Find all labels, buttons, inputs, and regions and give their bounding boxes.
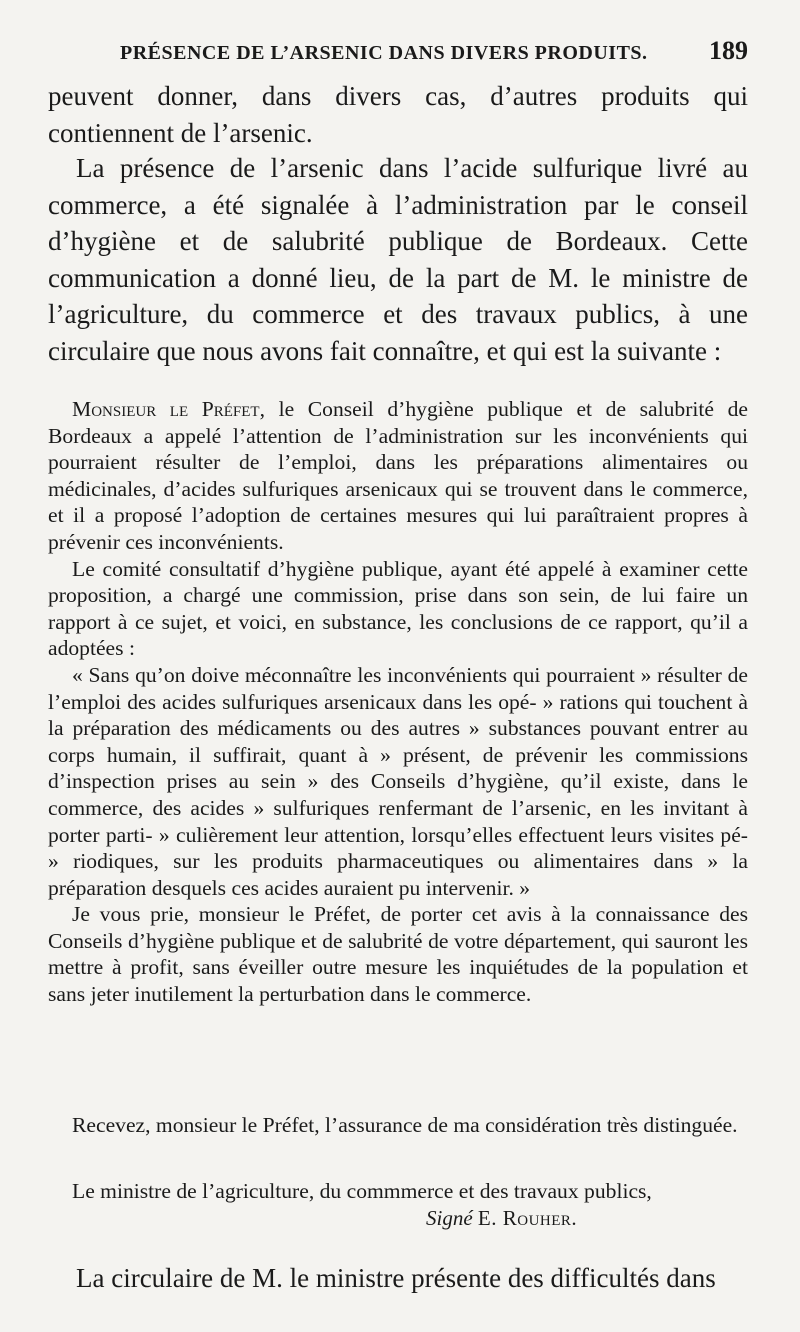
letter-closing bbox=[48, 1112, 748, 1139]
paragraph-text: La présence de l’arsenic dans l’acide sulfurique livré au commerce, a été signalée à l’administration par le conseil d’hygiène et de salubrité publique de Bordeaux. Cette communication a donné lieu, de la part de M. le ministre de l’agriculture, du commerce et des travaux publics, à une circulaire que nous avons fait connaître, et qui est la suivante : bbox=[48, 153, 748, 366]
letter-paragraph-2: Le comité consultatif d’hygiène publique, ayant été appelé à examiner cette proposition, a chargé une commission, prise dans son sein, de lui faire un rapport à ce sujet, et voici, en substance, les conclusions de ce rapport, qu’il a adoptées : bbox=[48, 556, 748, 661]
running-head bbox=[48, 36, 748, 68]
signature-name: E. Rouher. bbox=[477, 1206, 578, 1230]
running-title: PRÉSENCE DE L’ARSENIC DANS DIVERS PRODUITS. bbox=[120, 42, 648, 64]
page-number: 189 bbox=[709, 36, 748, 65]
letter-paragraph-1-text: le Conseil d’hygiène publique et de salubrité de Bordeaux a appelé l’attention de l’administration sur les inconvénients qui pourraient résulter de l’emploi, dans les préparations alimentaires ou médicinales, d’acides sulfuriques arsenicaux qui se trouvent dans le commerce, et il a proposé l’adoption de certaines mesures qui lui paraîtraient propres à prévenir ces inconvénients. bbox=[48, 397, 748, 554]
paragraph-circular-intro bbox=[48, 150, 748, 370]
letter-paragraph-1 bbox=[48, 396, 748, 556]
letter-author-line bbox=[48, 1178, 748, 1205]
letter-paragraph-3: Je vous prie, monsieur le Préfet, de porter cet avis à la connaissance des Conseils d’hygiène publique et de salubrité de votre département, qui sauront les mettre à profit, sans éveiller outre mesure les inquiétudes de la population et sans jeter inutilement la perturbation dans le commerce. bbox=[48, 902, 748, 1007]
letter-author-text: Le ministre de l’agriculture, du commmerce et des travaux publics, bbox=[72, 1179, 652, 1203]
circular-letter bbox=[48, 396, 748, 1008]
letter-salutation: Monsieur le Préfet, bbox=[72, 397, 265, 421]
signature-signe: Signé bbox=[426, 1206, 473, 1230]
paragraph-text: peuvent donner, dans divers cas, d’autres produits qui contiennent de l’arsenic. bbox=[48, 81, 748, 148]
paragraph-final bbox=[48, 1260, 748, 1297]
letter-quote: « Sans qu’on doive méconnaître les inconvénients qui pourraient » résulter de l’emploi des acides sulfuriques arsenicaux dans les opé- » rations qui touchent à la préparation des médicaments ou des autres » substances pouvant entrer au corps humain, il suffirait, quant à » présent, de prévenir les commissions d’inspection prises au sein » des Conseils d’hygiène, qu’il existe, dans le commerce, des acides » sulfuriques renfermant de l’arsenic, en les invitant à porter parti- » culièrement leur attention, lorsqu’elles effectuent leurs visites pé- » riodiques, sur les produits pharmaceutiques ou alimentaires dans » la préparation desquels ces acides auraient pu intervenir. » bbox=[48, 662, 748, 900]
signature bbox=[426, 1206, 577, 1231]
paragraph-continuation bbox=[48, 78, 748, 151]
paragraph-text: La circulaire de M. le ministre présente des difficultés dans bbox=[76, 1263, 716, 1293]
letter-closing-text: Recevez, monsieur le Préfet, l’assurance de ma considération très distinguée. bbox=[72, 1113, 738, 1137]
